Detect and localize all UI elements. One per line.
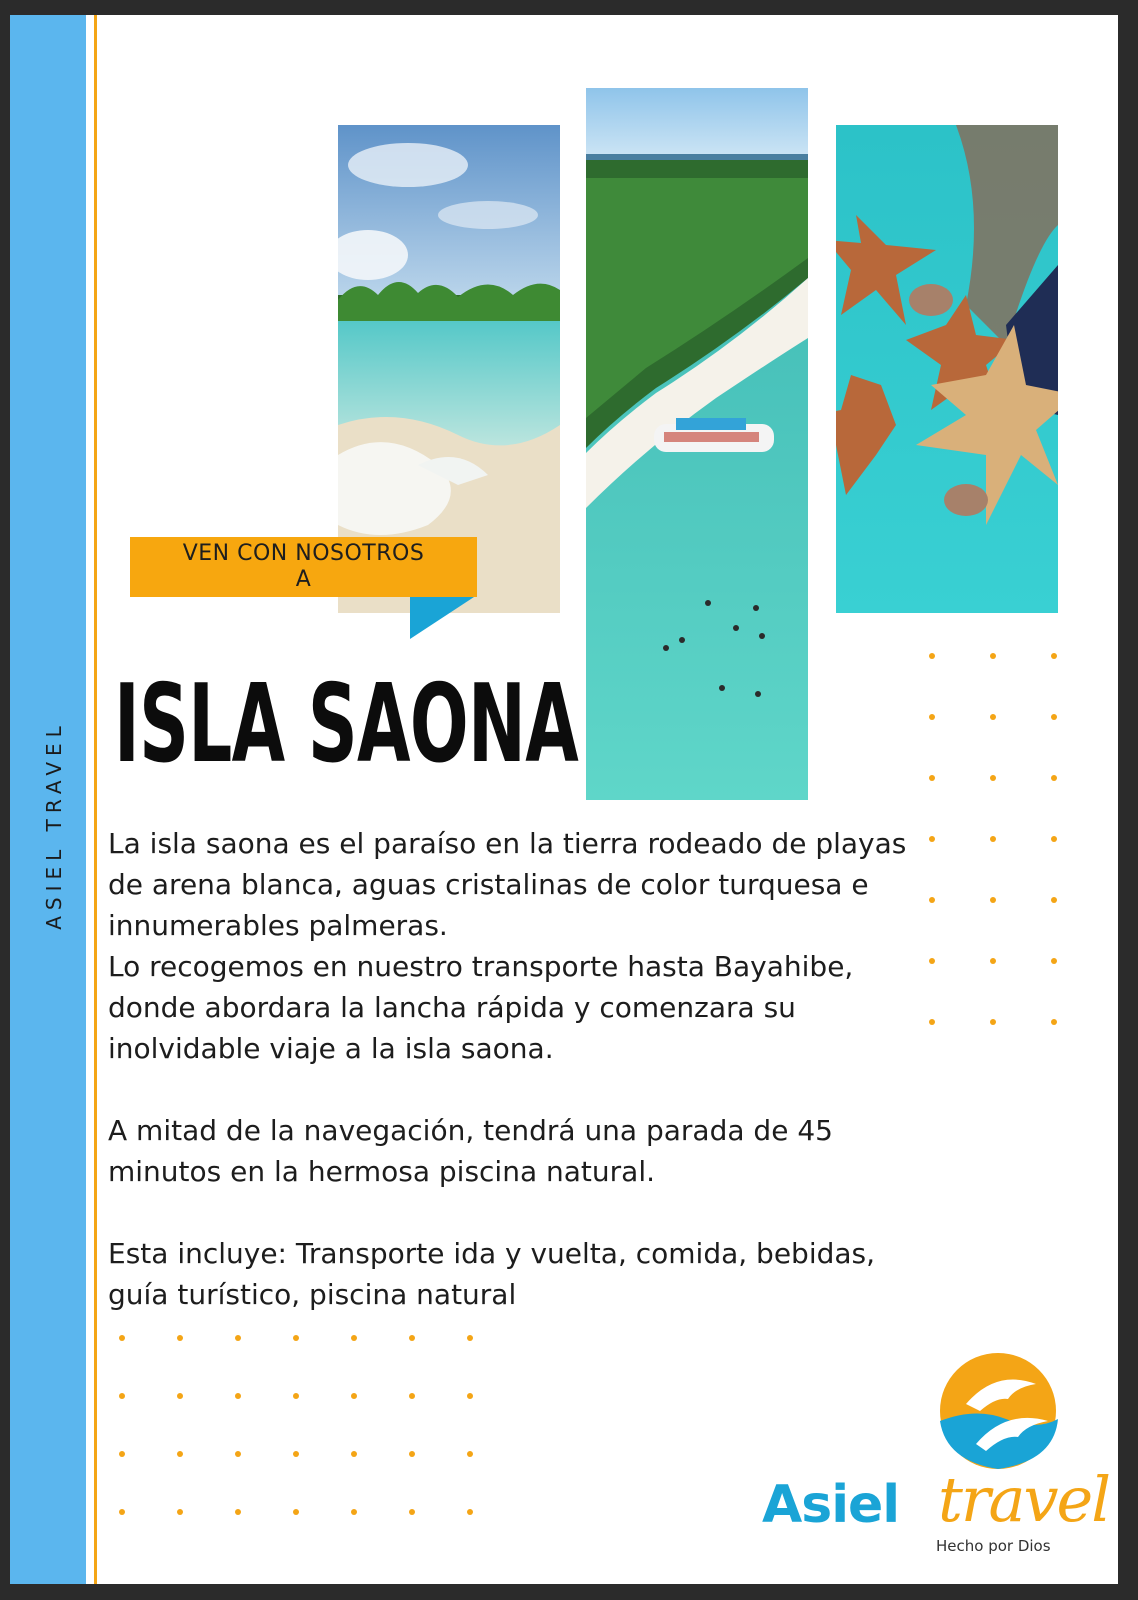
aerial-beach-boat-photo: [586, 88, 808, 800]
starfish-photo: [836, 125, 1058, 613]
description-paragraph: Lo recogemos en nuestro transporte hasta Bayahibe, donde abordara la lancha rápida y comenzara su inolvidable viaje a la isla saona.: [108, 950, 854, 1065]
description-paragraph: A mitad de la navegación, tendrá una parada de 45 minutos en la hermosa piscina natural.: [108, 1114, 833, 1188]
logo-word-asiel: Asiel: [762, 1475, 900, 1535]
asiel-travel-logo: [750, 1345, 1110, 1575]
banner-flag-shape: [410, 597, 474, 639]
logo-tagline: Hecho por Dios: [936, 1537, 1051, 1555]
dolphin-sun-logo-icon: [936, 1349, 1060, 1473]
logo-word-travel: travel: [938, 1463, 1110, 1536]
flyer-page: [10, 15, 1118, 1584]
description-text: [108, 823, 918, 1315]
banner-text: VEN CON NOSOTROS A: [182, 541, 425, 592]
intro-banner: [130, 537, 477, 597]
vertical-brand-label: ASIEL TRAVEL: [42, 720, 66, 930]
decorative-dot-grid-right: [929, 653, 1057, 1025]
decorative-dot-grid-bottom: [119, 1335, 473, 1515]
includes-paragraph: Esta incluye: Transporte ida y vuelta, comida, bebidas, guía turístico, piscina natural: [108, 1237, 876, 1311]
description-paragraph: La isla saona es el paraíso en la tierra rodeado de playas de arena blanca, aguas cristalinas de color turquesa e innumerables palmeras.: [108, 827, 907, 942]
headline-title: ISLA SAONA: [114, 662, 579, 787]
accent-divider-line: [94, 15, 97, 1584]
